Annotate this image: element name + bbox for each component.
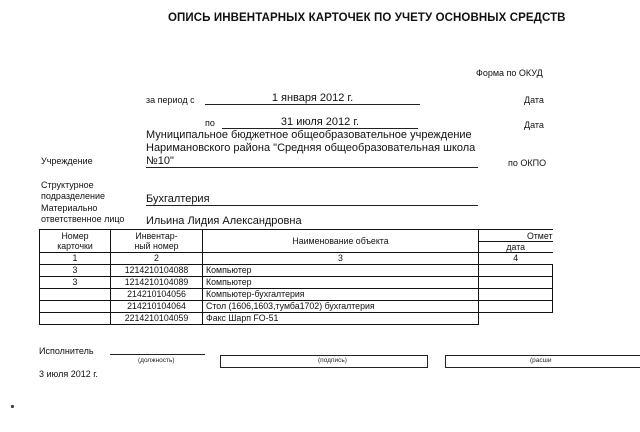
table-row [40, 277, 553, 289]
row-inv-no: 2214210104059 [111, 313, 203, 325]
period-from-underline [205, 104, 420, 105]
document-title: ОПИСЬ ИНВЕНТАРНЫХ КАРТОЧЕК ПО УЧЕТУ ОСНОВНЫХ СРЕДСТВ [168, 12, 566, 24]
responsible-label-1: Материально [41, 203, 98, 213]
inventory-table [39, 229, 553, 325]
responsible-value: Ильина Лидия Александровна [146, 215, 302, 227]
colnum-1: 1 [40, 253, 111, 265]
period-to-label: по [205, 118, 215, 128]
position-line [110, 354, 205, 355]
row-date [479, 313, 553, 325]
row-inv-no: 214210104064 [111, 301, 203, 313]
table-row [40, 265, 553, 277]
table-row [40, 301, 553, 313]
institution-line-1: Муниципальное бюджетное общеобразовательное учреждение [146, 129, 472, 141]
date-label-1: Дата [524, 95, 544, 105]
responsible-label-2: ответственное лицо [41, 214, 125, 224]
colnum-3: 3 [203, 253, 479, 265]
scan-speck [11, 405, 14, 408]
department-label-2: подразделение [41, 191, 105, 201]
row-object-name: Факс Шарп FO-51 [203, 313, 479, 325]
colnum-4: 4 [479, 253, 553, 265]
footer-date: 3 июля 2012 г. [39, 369, 98, 379]
row-inv-no: 1214210104089 [111, 277, 203, 289]
department-underline [146, 205, 478, 206]
row-object-name: Компьютер-бухгалтерия [203, 289, 479, 301]
row-object-name: Компьютер [203, 265, 479, 277]
header-mark: Отмет дата [479, 230, 553, 253]
row-card-no: 3 [40, 265, 111, 277]
row-card-no [40, 289, 111, 301]
department-label-1: Структурное [41, 180, 94, 190]
table-column-numbers [40, 253, 553, 265]
date-label-2: Дата [524, 120, 544, 130]
header-inv-no: Инвентар- ный номер [111, 230, 203, 253]
department-value: Бухгалтерия [146, 193, 210, 205]
signature-caption: (подпись) [318, 357, 347, 364]
row-date [479, 265, 553, 277]
period-to-value: 31 июля 2012 г. [280, 116, 360, 128]
row-card-no [40, 301, 111, 313]
decoding-caption: (расши [530, 357, 552, 364]
row-inv-no: 1214210104088 [111, 265, 203, 277]
header-object-name: Наименование объекта [203, 230, 479, 253]
executor-label: Исполнитель [39, 346, 94, 356]
institution-line-3: №10" [146, 155, 174, 167]
period-from-label: за период с [146, 95, 195, 105]
row-object-name: Стол (1606,1603,тумба1702) бухгалтерия [203, 301, 479, 313]
position-caption: (должность) [138, 357, 175, 364]
institution-line-2: Наримановского района "Средняя общеобразовательная школа [146, 142, 476, 154]
institution-underline [146, 167, 478, 168]
header-card-no: Номер карточки [40, 230, 111, 253]
row-card-no [40, 313, 111, 325]
colnum-2: 2 [111, 253, 203, 265]
row-card-no: 3 [40, 277, 111, 289]
okud-label: Форма по ОКУД [476, 68, 543, 78]
table-header-row [40, 230, 553, 253]
table-row [40, 313, 553, 325]
row-date [479, 301, 553, 313]
table-row [40, 289, 553, 301]
period-from-value: 1 января 2012 г. [271, 92, 354, 104]
row-inv-no: 214210104056 [111, 289, 203, 301]
row-date [479, 277, 553, 289]
okpo-label: по ОКПО [508, 158, 547, 168]
row-date [479, 289, 553, 301]
institution-label: Учреждение [41, 156, 93, 166]
row-object-name: Компьютер [203, 277, 479, 289]
